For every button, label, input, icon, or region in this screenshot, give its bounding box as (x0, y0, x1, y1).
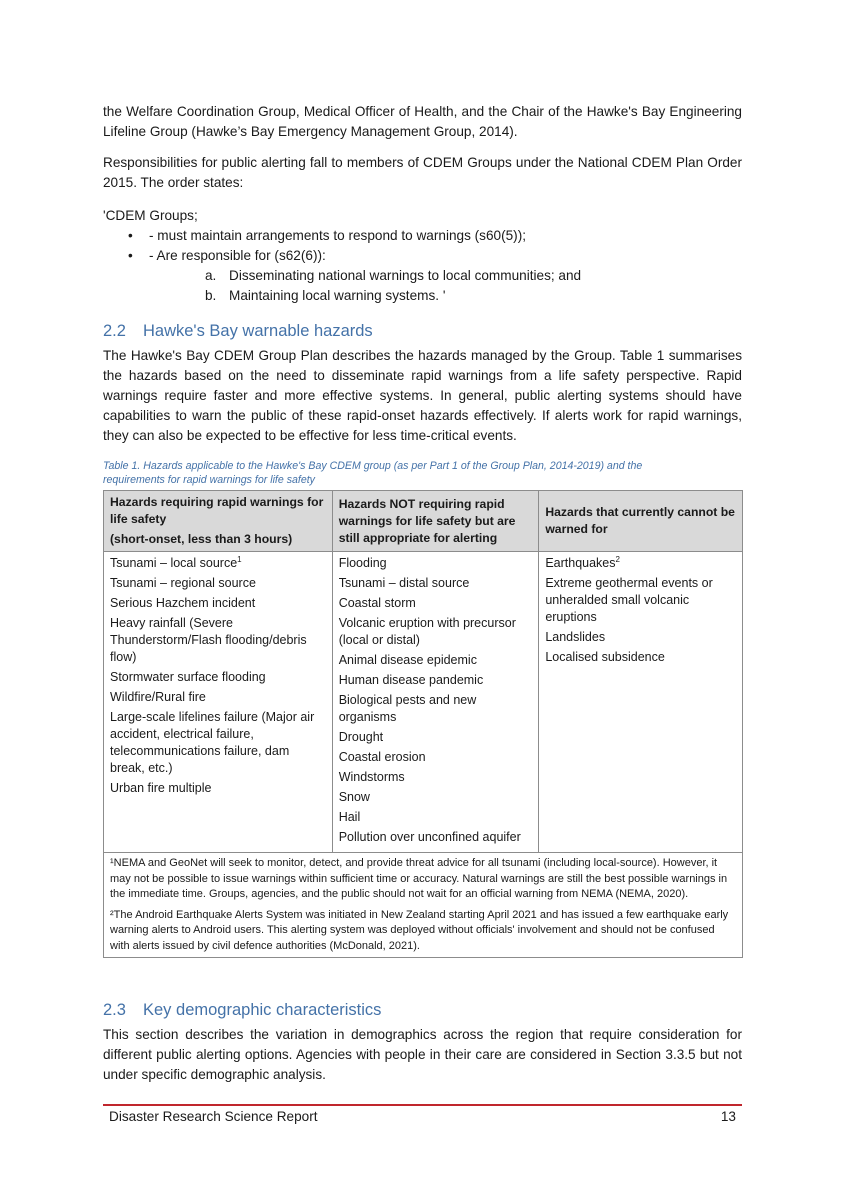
table-list-item: Animal disease epidemic (338, 653, 477, 667)
list-item: b. Maintaining local warning systems. ' (205, 288, 446, 303)
section-heading-2-3: 2.3 Key demographic characteristics (103, 1001, 382, 1019)
table-cell-rapid (104, 552, 333, 853)
paragraph-welfare: the Welfare Coordination Group, Medical Officer of Health, and the Chair of the Hawke's Bay Engineering Lifeline Group (Hawke’s Bay Emergency Management Group, 2014). (103, 104, 742, 139)
table-list-item: Extreme geothermal events or unheralded small volcanic eruptions (545, 576, 713, 624)
list-item: a. Disseminating national warnings to local communities; and (205, 268, 582, 283)
footer-title: Disaster Research Science Report (109, 1109, 318, 1124)
hazards-table (103, 490, 743, 958)
table-list-item: Biological pests and new organisms (338, 693, 477, 724)
table-header-cannot-warn: Hazards that currently cannot be warned for (539, 491, 743, 552)
table-header-rapid: Hazards requiring rapid warnings for life safety (short-onset, less than 3 hours) (104, 491, 333, 552)
table-list-item: Earthquakes$^2$ (545, 554, 620, 570)
table-list-item: Landslides (545, 630, 606, 644)
table-footnotes (104, 853, 743, 958)
table-list-item: Snow (338, 790, 370, 804)
table-list-item: Pollution over unconfined aquifer (338, 830, 521, 844)
footnote-marker: 2 (615, 554, 620, 564)
table-list-item: Stormwater surface flooding (110, 670, 266, 684)
table-cell-cannot-warn (539, 552, 743, 853)
footnote-2: ²The Android Earthquake Alerts System was initiated in New Zealand starting April 2021 and has issued a few earthquake early warning alerts to Android users. This alerting system was deployed without officials' involvement and should not be confused with alerts issued by civil defence authorities (McDonald, 2021). (110, 908, 729, 952)
table-list-item: Drought (338, 730, 384, 744)
table-list-item: Volcanic eruption with precursor (local or distal) (338, 616, 516, 647)
list-item: • - Are responsible for (s62(6)): (103, 246, 742, 266)
paragraph-hazards: The Hawke's Bay CDEM Group Plan describes the hazards managed by the Group. Table 1 summarises the hazards based on the need to disseminate rapid warnings from a life safety perspective. Rapid warnings require faster and more effective systems. In general, public alerting systems should have capabilities to warn the public of these rapid-onset hazards effectively. If alerts work for rapid warnings, they can also be expected to be effective for less time-critical events. (103, 348, 742, 443)
footnote-marker: 1 (237, 554, 242, 564)
sub-list (103, 266, 742, 306)
table-list-item: Tsunami – distal source (338, 576, 470, 590)
page-number: 13 (720, 1109, 736, 1124)
table-caption: Table 1. Hazards applicable to the Hawke's Bay CDEM group (as per Part 1 of the Group Plan, 2014-2019) and the requirements for rapid warnings for life safety (103, 460, 643, 486)
footer-rule (103, 1104, 742, 1106)
table-cell-not-rapid (332, 552, 539, 853)
table-list-item: Tsunami – local source$^1$ (110, 554, 242, 570)
table-list-item: Windstorms (338, 770, 405, 784)
table-list-item: Coastal storm (338, 596, 416, 610)
bullet-list (103, 226, 742, 266)
table-list-item: Human disease pandemic (338, 673, 484, 687)
section-heading-2-2: 2.2 Hawke's Bay warnable hazards (103, 322, 373, 340)
table-list-item: Flooding (338, 556, 387, 570)
table-list-item: Large-scale lifelines failure (Major air accident, electrical failure, telecommunications failure, dam break, etc.) (110, 710, 315, 775)
table-list-item: Urban fire multiple (110, 781, 212, 795)
table-list-item: Coastal erosion (338, 750, 426, 764)
table-list-item: Serious Hazchem incident (110, 596, 256, 610)
paragraph-cdem-groups: 'CDEM Groups; (103, 208, 198, 223)
table-list-item: Wildfire/Rural fire (110, 690, 206, 704)
table-header-not-rapid: Hazards NOT requiring rapid warnings for life safety but are still appropriate for alerting (332, 491, 539, 552)
list-item: • - must maintain arrangements to respond to warnings (s60(5)); (103, 226, 742, 246)
table-list-item: Tsunami – regional source (110, 576, 256, 590)
paragraph-responsibilities: Responsibilities for public alerting fall to members of CDEM Groups under the National CDEM Plan Order 2015. The order states: (103, 155, 742, 190)
footnote-1: ¹NEMA and GeoNet will seek to monitor, detect, and provide threat advice for all tsunami (including local-source). However, it may not be possible to issue warnings within sufficient time or accuracy. Natural warnings are still the best possible warnings in the immediate time. Groups, agencies, and the public should not wait for an official warning from NEMA (NEMA, 2020). (110, 857, 728, 900)
table-list-item: Localised subsidence (545, 650, 665, 664)
bullet-icon: • (128, 248, 133, 263)
paragraph-demographics: This section describes the variation in demographics across the region that require consideration for different public alerting options. Agencies with people in their care are considered in Section 3.3.5 but not under specific demographic analysis. (103, 1027, 742, 1082)
table-list-item: Heavy rainfall (Severe Thunderstorm/Flash flooding/debris flow) (110, 616, 307, 664)
bullet-icon: • (128, 228, 133, 243)
table-list-item: Hail (338, 810, 361, 824)
